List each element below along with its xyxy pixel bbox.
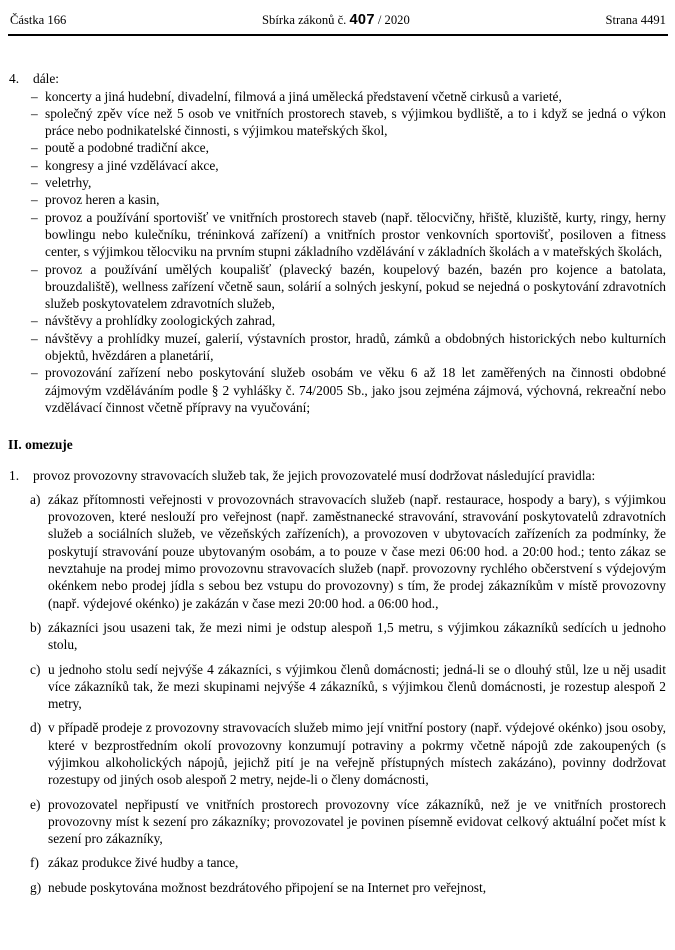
sub-item-b [8, 619, 666, 654]
list-item [8, 105, 666, 140]
list-item-text: provozování zařízení nebo poskytování služeb osobám ve věku 6 až 18 let zaměřených na činnosti obdobné zájmovým vzděláváním podle § 2 vyhlášky č. 74/2005 Sb., jako jsou zejména zájmová, výchovná, rekreační nebo vzdělávací činnost včetně přípravy na vyučování; [45, 365, 666, 415]
list-item [8, 364, 666, 416]
sub-item-text: nebude poskytována možnost bezdrátového připojení se na Internet pro veřejnost, [48, 879, 487, 895]
sub-item-text: zákaz přítomnosti veřejnosti v provozovnách stravovacích služeb (např. restaurace, hospody a bary), s výjimkou provozoven, které neslouží pro veřejnost (např. zaměstnanecké stravování, stravování poskytovatelů zdravotních služeb a sociálních služeb, ve vězeňských zařízeních), a provozoven v ubytovacích zařízeních za podmínky, že poskytují stravování pouze ubytovaným osobám, a to pouze v čase mezi 06:00 hod. a 20:00 hod.; tento zákaz se nevztahuje na prodej mimo provozovnu stravovacích služeb (např. provozovny rychlého občerstvení s výdejovým okénkem nebo prodej jídla s sebou bez vstupu do provozovny) s tím, že prodej zákazníkům v místě provozovny (např. výdejové okénko) je zakázán v čase mezi 20:00 hod. a 06:00 hod., [48, 491, 666, 611]
list-item-text: návštěvy a prohlídky muzeí, galerií, výstavních prostor, hradů, zámků a obdobných historických nebo kulturních objektů, hvězdáren a planetárií, [45, 330, 666, 364]
document-body [8, 70, 668, 896]
list-item-text: provoz heren a kasin, [45, 192, 160, 208]
section-4-label: dále: [33, 71, 60, 87]
gazette-number: 407 [349, 12, 375, 28]
list-item [8, 312, 666, 329]
list-item-text: provoz a používání umělých koupališť (plavecký bazén, koupelový bazén, bazén pro kojence a batolata, brouzdaliště), wellness zařízení včetně saun, solárií a solných jeskyní, pokud se nejedná o poskytování zdravotních služeb poskytovatelem zdravotních služeb, [45, 261, 666, 312]
list-item [8, 191, 666, 208]
sub-item-c [8, 661, 666, 713]
sub-item-d [8, 719, 666, 788]
list-item [8, 157, 666, 174]
sub-item-text: u jednoho stolu sedí nejvýše 4 zákazníci, s výjimkou členů domácnosti; jedná-li se o dlouhý stůl, lze u něj usadit více zákazníků tak, že mezi skupinami nejvýše 4 zákazníků, s výjimkou členů domácnosti, je rozestup alespoň 2 metry, [48, 661, 666, 712]
gazette-title [262, 12, 410, 29]
sub-item-f [8, 854, 666, 871]
item-1-number: 1. [9, 467, 20, 483]
dash-marker: – [31, 192, 38, 208]
page-number-label: Strana 4491 [605, 13, 666, 27]
list-item [8, 174, 666, 191]
section-4-number: 4. [9, 71, 20, 87]
sub-item-marker: a) [30, 491, 41, 507]
dash-marker: – [31, 157, 38, 173]
sub-item-g [8, 879, 666, 896]
sub-item-marker: f) [30, 855, 39, 871]
sub-item-marker: b) [30, 619, 42, 635]
sub-item-text: v případě prodeje z provozovny stravovacích služeb mimo její vnitřní postory (např. výdejové okénko) jsou osoby, které v bezprostředním okolí provozovny konzumují potraviny a pokrmy včetně nápojů zde zakoupených (s výjimkou alkoholických nápojů, jejichž pití je na veřejně přístupných místech zakázáno), povinny dodržovat rozestupy od jiných osob alespoň 2 metry, nejde-li o členy domácnosti, [48, 720, 666, 788]
sub-item-text: zákazníci jsou usazeni tak, že mezi nimi je odstup alespoň 1,5 metru, s výjimkou zákazníků sedících u jednoho stolu, [48, 619, 666, 653]
dash-marker: – [31, 105, 38, 121]
item-1-intro [8, 467, 666, 484]
dash-marker: – [31, 209, 38, 225]
sub-item-marker: g) [30, 879, 42, 895]
sub-item-marker: e) [30, 796, 41, 812]
sub-item-a [8, 491, 666, 612]
dash-marker: – [31, 313, 38, 329]
dash-marker: – [31, 365, 38, 381]
dash-marker: – [31, 330, 38, 346]
sub-item-e [8, 796, 666, 848]
header-rule [8, 34, 668, 36]
sub-item-text: provozovatel nepřipustí ve vnitřních prostorech provozovny více zákazníků, než je ve vnitřních prostorech provozovny míst k sezení pro zákazníky; provozovatel je povinen písemně evidovat celkový aktuální počet míst k sezení pro zákazníky, [48, 796, 666, 847]
dash-marker: – [31, 261, 38, 277]
list-item [8, 209, 666, 261]
list-item [8, 88, 666, 105]
gazette-title-suffix: / 2020 [377, 13, 410, 27]
list-item-text: provoz a používání sportovišť ve vnitřních prostorech staveb (např. tělocvičny, hřiště, kluziště, kurty, ringy, herny bowlingu nebo kulečníku, tréninková zařízení) a vnitřních prostor venkovních sportovišť, posiloven a fitness center, s výjimkou tělocviku na prvním stupni základního vzdělávání v základních školách a v mateřských školách, [45, 209, 666, 260]
list-item-text: návštěvy a prohlídky zoologických zahrad, [45, 313, 276, 329]
gazette-title-prefix: Sbírka zákonů č. [262, 13, 347, 27]
dash-marker: – [31, 175, 38, 191]
item-1-text: provoz provozovny stravovacích služeb tak, že jejich provozovatelé musí dodržovat následující pravidla: [33, 467, 596, 483]
list-item-text: koncerty a jiná hudební, divadelní, filmová a jiná umělecká představení včetně cirkusů a varieté, [45, 88, 562, 104]
dash-marker: – [31, 140, 38, 156]
list-item [8, 139, 666, 156]
section-ii-heading: II. omezuje [8, 437, 73, 453]
list-item [8, 261, 666, 313]
issue-label: Částka 166 [10, 13, 67, 27]
list-item-text: veletrhy, [45, 175, 92, 191]
page-header [8, 10, 668, 34]
list-item [8, 330, 666, 365]
dash-marker: – [31, 88, 38, 104]
sub-item-marker: d) [30, 720, 42, 736]
list-item-text: poutě a podobné tradiční akce, [45, 140, 209, 156]
sub-item-marker: c) [30, 661, 41, 677]
section-4-heading [8, 70, 666, 87]
list-item-text: kongresy a jiné vzdělávací akce, [45, 157, 219, 173]
list-item-text: společný zpěv více než 5 osob ve vnitřních prostorech staveb, s výjimkou bydliště, a to i když se jedná o výkon práce nebo podnikatelské činnosti, s výjimkou mateřských škol, [45, 105, 666, 139]
sub-item-text: zákaz produkce živé hudby a tance, [48, 855, 239, 871]
